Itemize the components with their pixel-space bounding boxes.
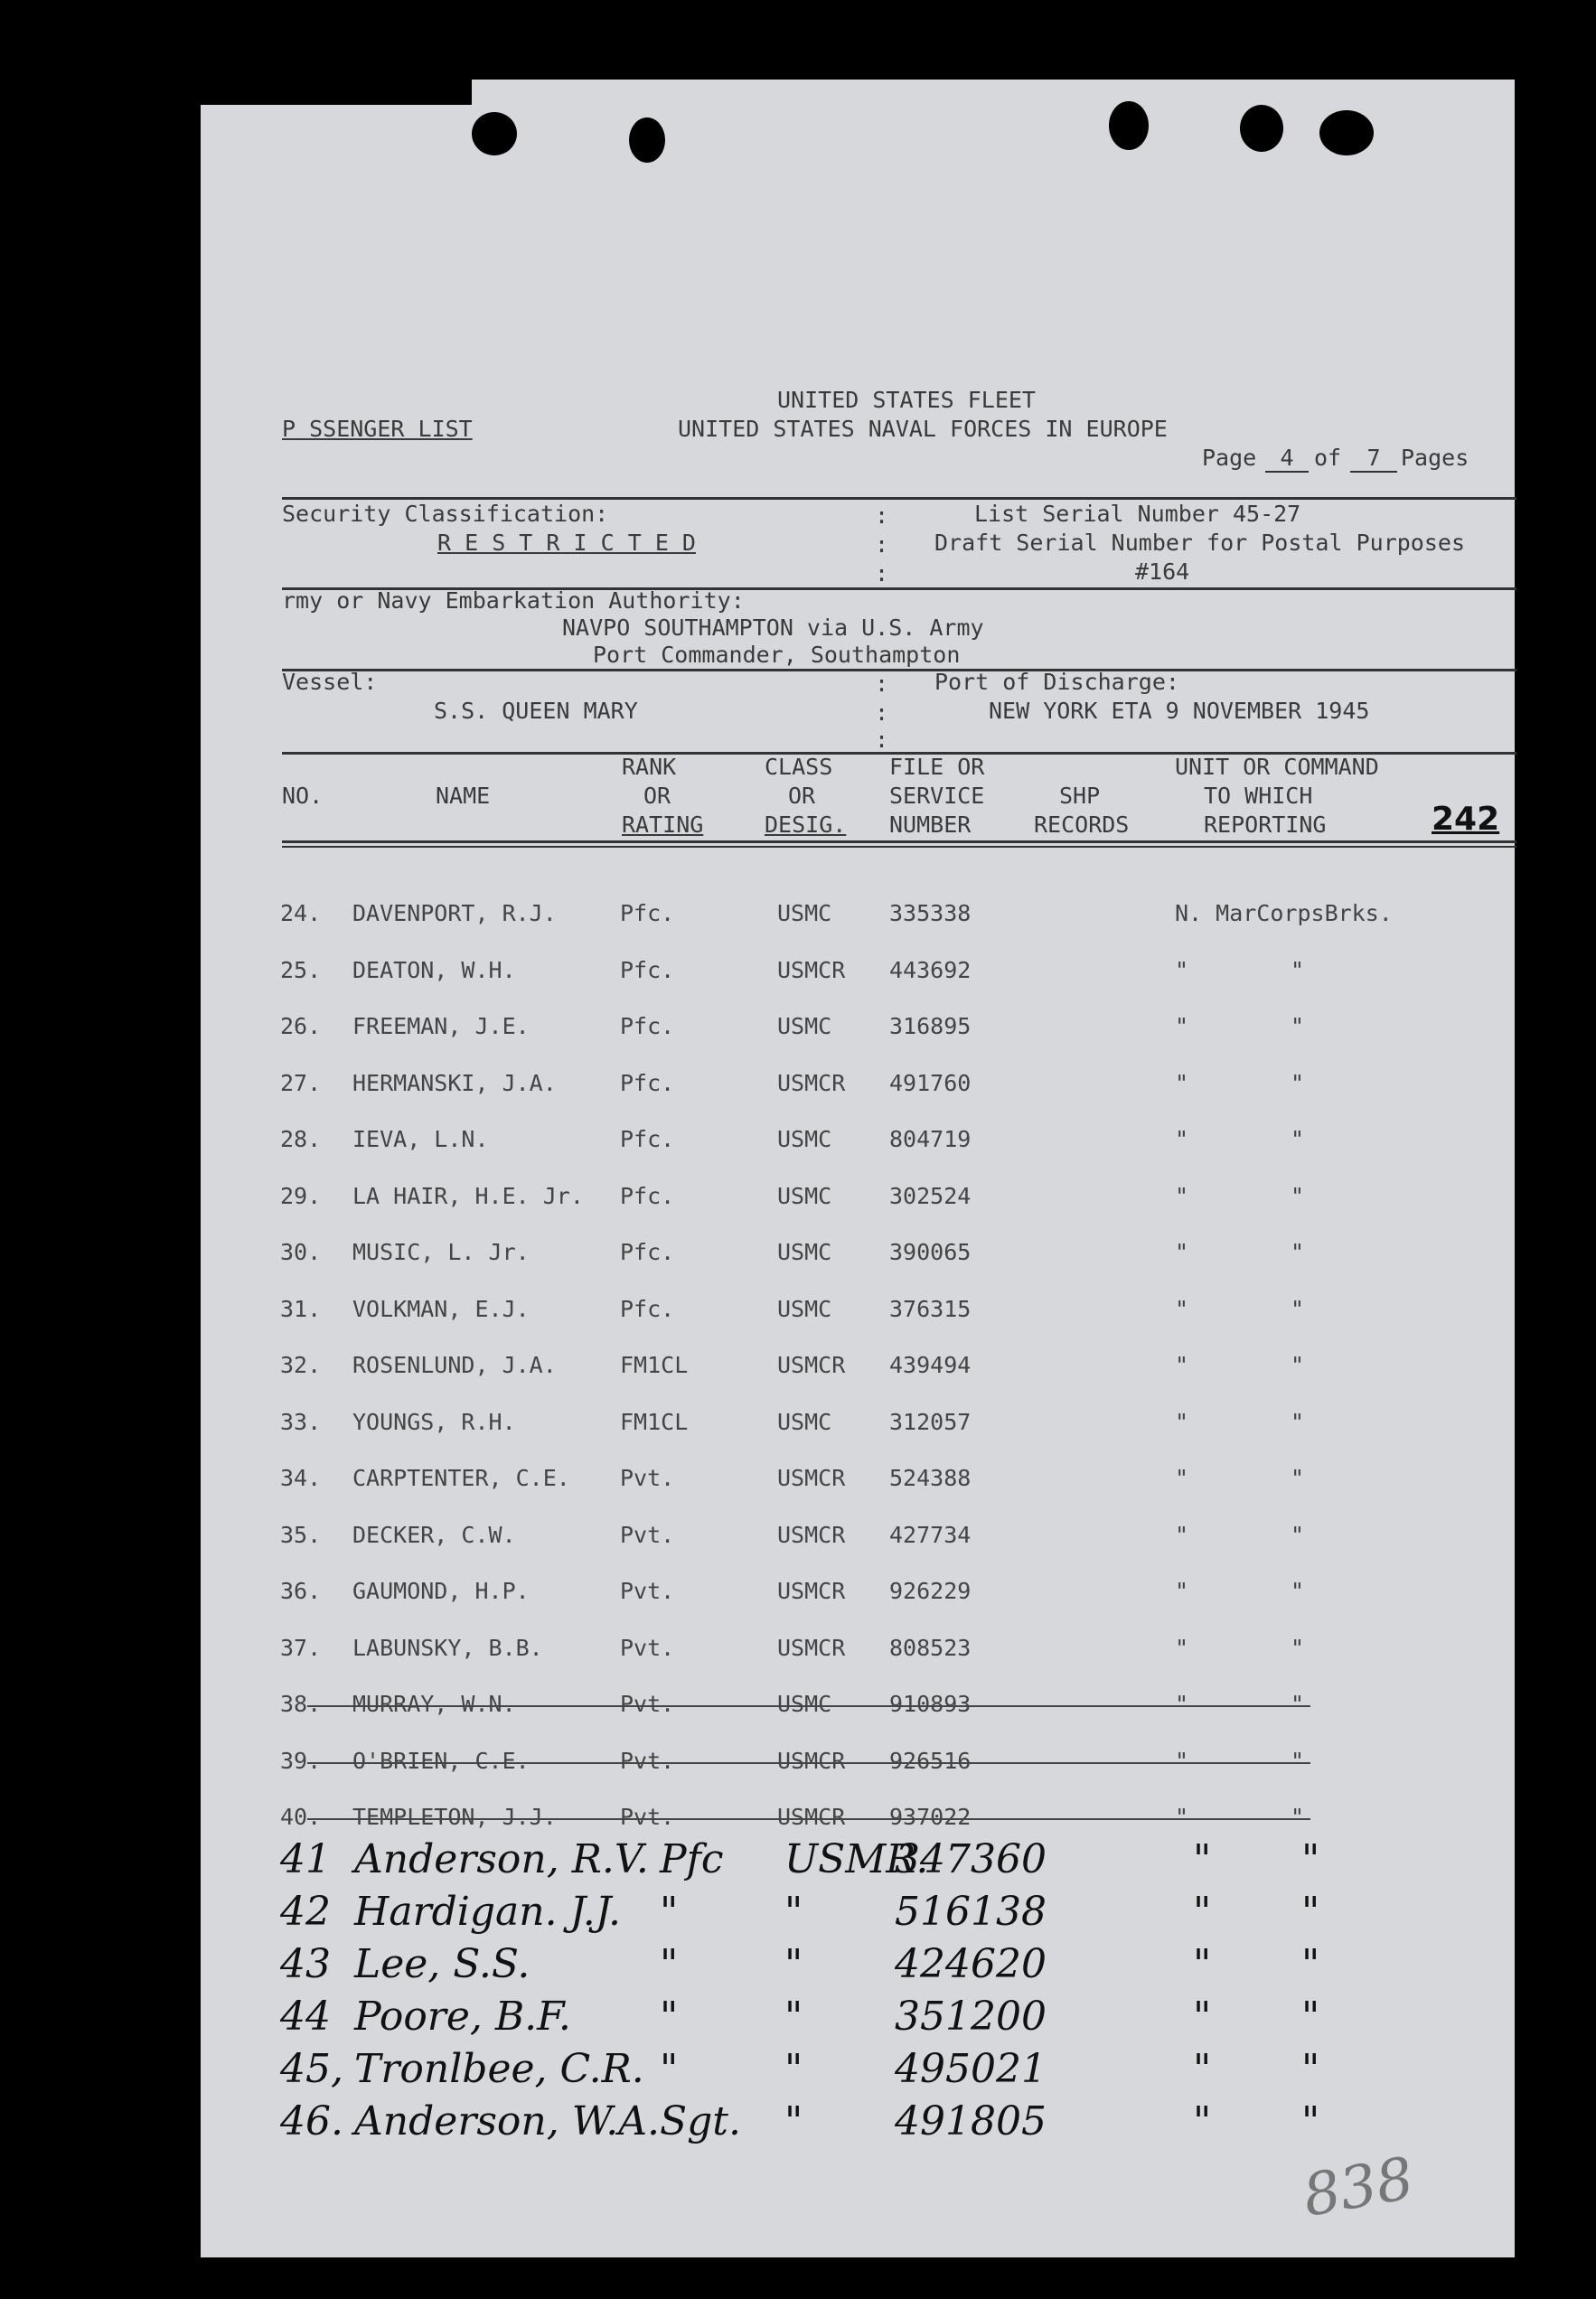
- hw-unit-ditto: ": [1301, 1889, 1320, 1935]
- colon-sep: :: [875, 727, 889, 753]
- page-number: 4: [1265, 445, 1309, 473]
- row-number: 34.: [280, 1465, 322, 1491]
- row-unit-ditto: ": [1291, 1069, 1305, 1096]
- col-rank: RATING: [622, 812, 704, 838]
- row-class: USMC: [777, 1408, 832, 1435]
- row-rank: FM1CL: [620, 1352, 689, 1378]
- row-number: 31.: [280, 1295, 322, 1322]
- hw-unit: ": [1193, 1941, 1212, 1987]
- hw-unit: ": [1193, 2046, 1212, 2092]
- hw-file: 516138: [895, 1889, 1047, 1935]
- row-name: DECKER, C.W.: [352, 1521, 516, 1548]
- org-line-2: UNITED STATES NAVAL FORCES IN EUROPE: [678, 416, 1168, 442]
- hw-unit: ": [1193, 1994, 1212, 2040]
- row-file: 524388: [889, 1465, 972, 1491]
- hw-number: 45,: [280, 2046, 343, 2092]
- colon-sep: :: [875, 560, 889, 586]
- row-rank: Pfc.: [620, 1182, 675, 1209]
- hw-rank: ": [660, 1889, 679, 1935]
- row-unit: ": [1175, 956, 1189, 983]
- row-class: USMCR: [777, 1804, 846, 1830]
- hw-name: Anderson, W.A.: [354, 2098, 661, 2144]
- col-unit: UNIT OR COMMAND: [1175, 754, 1379, 780]
- stamp-number: 242: [1432, 801, 1500, 838]
- row-file: 427734: [889, 1521, 972, 1548]
- row-file: 376315: [889, 1295, 972, 1322]
- hw-number: 44: [280, 1994, 331, 2040]
- vessel-label: Vessel:: [282, 669, 378, 695]
- hw-unit-ditto: ": [1301, 1836, 1320, 1882]
- row-class: USMC: [777, 1182, 832, 1209]
- hw-number: 42: [280, 1889, 331, 1935]
- row-class: USMCR: [777, 956, 846, 983]
- row-number: 33.: [280, 1408, 322, 1435]
- hw-file: 424620: [895, 1941, 1047, 1987]
- row-file: 443692: [889, 956, 972, 983]
- row-unit: ": [1175, 1804, 1189, 1830]
- footer-note: 838: [1298, 2144, 1419, 2231]
- row-file: 335338: [889, 900, 972, 926]
- row-class: USMC: [777, 900, 832, 926]
- punch-hole: [1109, 101, 1149, 150]
- row-name: GAUMOND, H.P.: [352, 1578, 530, 1604]
- hw-name: Hardigan. J.J.: [354, 1889, 622, 1935]
- draft-number: #164: [1135, 558, 1190, 585]
- row-unit-ditto: ": [1291, 956, 1305, 983]
- draft-serial: Draft Serial Number for Postal Purposes: [934, 530, 1465, 556]
- row-name: MUSIC, L. Jr.: [352, 1239, 530, 1265]
- row-file: 302524: [889, 1182, 972, 1209]
- row-number: 28.: [280, 1126, 322, 1152]
- hw-file: 495021: [895, 2046, 1047, 2092]
- hw-name: Tronlbee, C.R.: [354, 2046, 644, 2092]
- row-rank: Pvt.: [620, 1691, 675, 1717]
- hw-class: ": [784, 2098, 803, 2144]
- row-unit: ": [1175, 1126, 1189, 1152]
- list-serial: List Serial Number 45-27: [974, 501, 1301, 527]
- row-unit: ": [1175, 1295, 1189, 1322]
- col-file: NUMBER: [889, 812, 972, 838]
- row-rank: Pfc.: [620, 1295, 675, 1322]
- hw-unit: ": [1193, 1889, 1212, 1935]
- punch-hole: [1240, 105, 1283, 152]
- row-unit: ": [1175, 1578, 1189, 1604]
- row-name: LABUNSKY, B.B.: [352, 1634, 543, 1661]
- row-number: 36.: [280, 1578, 322, 1604]
- row-number: 29.: [280, 1182, 322, 1209]
- row-unit: N. MarCorpsBrks.: [1175, 900, 1393, 926]
- row-file: 926229: [889, 1578, 972, 1604]
- hw-number: 43: [280, 1941, 331, 1987]
- row-unit: ": [1175, 1239, 1189, 1265]
- col-ship: SHP: [1059, 783, 1101, 809]
- strikethrough-line: [307, 1762, 1310, 1764]
- col-class: CLASS: [765, 754, 833, 780]
- row-unit-ditto: ": [1291, 1634, 1305, 1661]
- row-unit-ditto: ": [1291, 1295, 1305, 1322]
- row-class: USMCR: [777, 1578, 846, 1604]
- row-unit: ": [1175, 1182, 1189, 1209]
- row-number: 27.: [280, 1069, 322, 1096]
- row-unit: ": [1175, 1408, 1189, 1435]
- row-number: 26.: [280, 1013, 322, 1039]
- row-number: 35.: [280, 1521, 322, 1548]
- pages-label: Pages: [1401, 445, 1469, 471]
- hw-rank: Sgt.: [660, 2098, 741, 2144]
- row-unit-ditto: ": [1291, 1408, 1305, 1435]
- hw-unit-ditto: ": [1301, 2046, 1320, 2092]
- row-file: 491760: [889, 1069, 972, 1096]
- row-rank: Pvt.: [620, 1578, 675, 1604]
- row-unit-ditto: ": [1291, 1691, 1305, 1717]
- row-class: USMCR: [777, 1465, 846, 1491]
- row-number: 38.: [280, 1691, 322, 1717]
- hw-unit: ": [1193, 1836, 1212, 1882]
- row-file: 937022: [889, 1804, 972, 1830]
- row-rank: Pfc.: [620, 1069, 675, 1096]
- row-name: ROSENLUND, J.A.: [352, 1352, 557, 1378]
- authority-label: rmy or Navy Embarkation Authority:: [282, 587, 745, 614]
- row-rank: Pfc.: [620, 1239, 675, 1265]
- row-unit-ditto: ": [1291, 1804, 1305, 1830]
- rule: [282, 497, 1516, 500]
- hw-unit: ": [1193, 2098, 1212, 2144]
- row-rank: Pvt.: [620, 1521, 675, 1548]
- row-unit: ": [1175, 1013, 1189, 1039]
- hw-class: ": [784, 2046, 803, 2092]
- hw-class: ": [784, 1889, 803, 1935]
- security-label: Security Classification:: [282, 501, 609, 527]
- row-file: 804719: [889, 1126, 972, 1152]
- row-file: 312057: [889, 1408, 972, 1435]
- row-unit-ditto: ": [1291, 1521, 1305, 1548]
- col-rank: OR: [643, 783, 671, 809]
- row-name: IEVA, L.N.: [352, 1126, 489, 1152]
- col-rank: RANK: [622, 754, 677, 780]
- col-no: NO.: [282, 783, 324, 809]
- row-class: USMC: [777, 1013, 832, 1039]
- list-title: P SSENGER LIST: [282, 416, 473, 442]
- page-total: 7: [1350, 445, 1397, 473]
- hw-unit-ditto: ": [1301, 1994, 1320, 2040]
- col-file: FILE OR: [889, 754, 985, 780]
- strikethrough-line: [307, 1818, 1310, 1820]
- row-file: 439494: [889, 1352, 972, 1378]
- authority-line-1: NAVPO SOUTHAMPTON via U.S. Army: [562, 615, 984, 641]
- row-name: TEMPLETON, J.J.: [352, 1804, 557, 1830]
- row-name: LA HAIR, H.E. Jr.: [352, 1182, 584, 1209]
- hw-unit-ditto: ": [1301, 2098, 1320, 2144]
- row-class: USMCR: [777, 1352, 846, 1378]
- rule: [282, 669, 1516, 671]
- hw-class: ": [784, 1994, 803, 2040]
- row-unit: ": [1175, 1691, 1189, 1717]
- punch-hole: [629, 117, 665, 163]
- port-value: NEW YORK ETA 9 NOVEMBER 1945: [989, 698, 1370, 724]
- row-name: VOLKMAN, E.J.: [352, 1295, 530, 1322]
- hw-name: Poore, B.F.: [354, 1994, 571, 2040]
- page-label: Page: [1202, 445, 1257, 471]
- hw-unit-ditto: ": [1301, 1941, 1320, 1987]
- col-name: NAME: [436, 783, 491, 809]
- row-name: DEATON, W.H.: [352, 956, 516, 983]
- authority-line-2: Port Commander, Southampton: [593, 642, 961, 668]
- hw-rank: Pfc: [660, 1836, 724, 1882]
- colon-sep: :: [875, 502, 889, 529]
- punch-hole: [1319, 110, 1374, 155]
- row-class: USMC: [777, 1239, 832, 1265]
- row-number: 39.: [280, 1747, 322, 1774]
- hw-class: USMR.: [784, 1836, 929, 1882]
- row-unit: ": [1175, 1465, 1189, 1491]
- hw-name: Anderson, R.V.: [354, 1836, 649, 1882]
- colon-sep: :: [875, 671, 889, 697]
- row-unit-ditto: ": [1291, 1182, 1305, 1209]
- row-unit: ": [1175, 1352, 1189, 1378]
- row-rank: Pvt.: [620, 1465, 675, 1491]
- row-file: 926516: [889, 1747, 972, 1774]
- port-label: Port of Discharge:: [934, 669, 1179, 695]
- row-rank: Pvt.: [620, 1804, 675, 1830]
- row-number: 30.: [280, 1239, 322, 1265]
- hw-number: 46.: [280, 2098, 343, 2144]
- row-unit: ": [1175, 1747, 1189, 1774]
- row-rank: Pvt.: [620, 1747, 675, 1774]
- hw-name: Lee, S.S.: [354, 1941, 530, 1987]
- row-number: 37.: [280, 1634, 322, 1661]
- row-rank: Pfc.: [620, 1013, 675, 1039]
- col-unit: REPORTING: [1204, 812, 1327, 838]
- row-name: DAVENPORT, R.J.: [352, 900, 557, 926]
- row-number: 40.: [280, 1804, 322, 1830]
- row-class: USMC: [777, 1691, 832, 1717]
- row-name: MURRAY, W.N.: [352, 1691, 516, 1717]
- hw-file: 351200: [895, 1994, 1047, 2040]
- hw-class: ": [784, 1941, 803, 1987]
- rule: [282, 840, 1516, 843]
- row-rank: Pvt.: [620, 1634, 675, 1661]
- hw-number: 41: [280, 1836, 331, 1882]
- row-class: USMC: [777, 1295, 832, 1322]
- row-name: HERMANSKI, J.A.: [352, 1069, 557, 1096]
- row-file: 808523: [889, 1634, 972, 1661]
- hw-file: 491805: [895, 2098, 1047, 2144]
- row-class: USMCR: [777, 1521, 846, 1548]
- row-file: 316895: [889, 1013, 972, 1039]
- row-number: 24.: [280, 900, 322, 926]
- strikethrough-line: [307, 1705, 1310, 1707]
- hw-rank: ": [660, 2046, 679, 2092]
- row-name: CARPTENTER, C.E.: [352, 1465, 570, 1491]
- row-unit-ditto: ": [1291, 1578, 1305, 1604]
- row-file: 910893: [889, 1691, 972, 1717]
- hw-rank: ": [660, 1941, 679, 1987]
- row-name: O'BRIEN, C.E.: [352, 1747, 530, 1774]
- security-value: R E S T R I C T E D: [437, 530, 696, 556]
- row-unit-ditto: ": [1291, 1747, 1305, 1774]
- row-unit-ditto: ": [1291, 1352, 1305, 1378]
- col-class: DESIG.: [765, 812, 847, 838]
- row-unit-ditto: ": [1291, 1239, 1305, 1265]
- row-class: USMCR: [777, 1069, 846, 1096]
- row-unit-ditto: ": [1291, 1013, 1305, 1039]
- row-unit-ditto: ": [1291, 1465, 1305, 1491]
- row-name: FREEMAN, J.E.: [352, 1013, 530, 1039]
- row-class: USMC: [777, 1126, 832, 1152]
- org-line-1: UNITED STATES FLEET: [777, 387, 1036, 413]
- row-rank: FM1CL: [620, 1408, 689, 1435]
- row-unit-ditto: ": [1291, 1126, 1305, 1152]
- rule: [282, 846, 1516, 848]
- row-rank: Pfc.: [620, 900, 675, 926]
- col-ship: RECORDS: [1034, 812, 1130, 838]
- punch-hole: [472, 112, 517, 155]
- hw-file: 347360: [895, 1836, 1047, 1882]
- page-of: of: [1314, 445, 1342, 471]
- row-unit: ": [1175, 1634, 1189, 1661]
- colon-sep: :: [875, 531, 889, 558]
- vessel-name: S.S. QUEEN MARY: [434, 698, 638, 724]
- row-class: USMCR: [777, 1747, 846, 1774]
- row-file: 390065: [889, 1239, 972, 1265]
- row-class: USMCR: [777, 1634, 846, 1661]
- col-file: SERVICE: [889, 783, 985, 809]
- row-number: 32.: [280, 1352, 322, 1378]
- row-unit: ": [1175, 1521, 1189, 1548]
- row-rank: Pfc.: [620, 1126, 675, 1152]
- col-unit: TO WHICH: [1204, 783, 1313, 809]
- colon-sep: :: [875, 699, 889, 726]
- row-name: YOUNGS, R.H.: [352, 1408, 516, 1435]
- hw-rank: ": [660, 1994, 679, 2040]
- torn-edge: [201, 80, 472, 105]
- row-rank: Pfc.: [620, 956, 675, 983]
- row-number: 25.: [280, 956, 322, 983]
- col-class: OR: [788, 783, 816, 809]
- row-unit: ": [1175, 1069, 1189, 1096]
